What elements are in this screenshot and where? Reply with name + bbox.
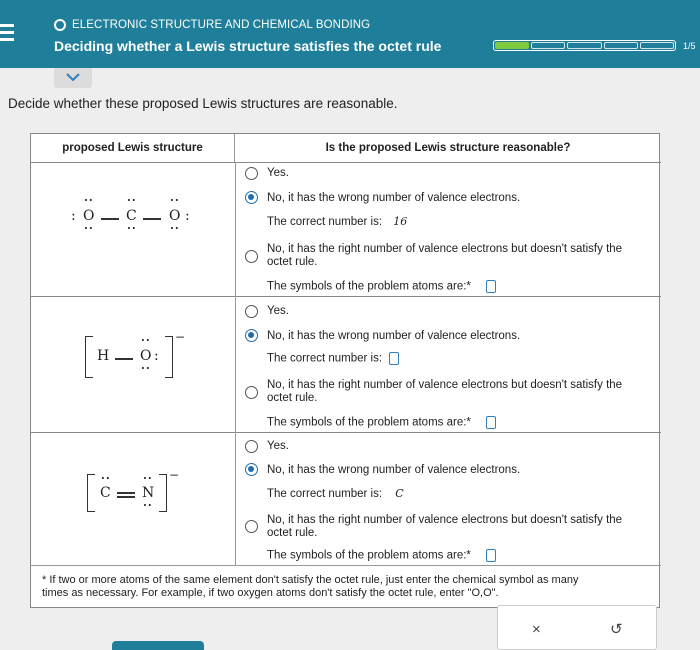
page-title: Deciding whether a Lewis structure satisfies the octet rule bbox=[54, 38, 442, 54]
correct-number-row bbox=[267, 352, 399, 366]
lone-pair: ·· bbox=[101, 472, 111, 485]
col-header-structure: proposed Lewis structure bbox=[31, 134, 235, 162]
col-header-reasonable: Is the proposed Lewis structure reasonable? bbox=[325, 142, 571, 154]
footnote-line1: * If two or more atoms of the same element don't satisfy the octet rule, just enter the chemical symbol as many bbox=[42, 574, 579, 586]
correct-number-value[interactable]: C bbox=[395, 487, 404, 500]
option-wrong-count: No, it has the wrong number of valence electrons. bbox=[267, 464, 521, 476]
charge-sign: − bbox=[169, 468, 180, 482]
lewis-structure-cyanide bbox=[87, 470, 197, 520]
double-bond bbox=[117, 492, 135, 498]
single-bond bbox=[115, 358, 133, 360]
progress-segment bbox=[640, 42, 674, 49]
correct-number-input[interactable] bbox=[389, 352, 399, 365]
correct-number-label: The correct number is: bbox=[267, 216, 383, 228]
lewis-structure-co2 bbox=[71, 196, 211, 246]
topic-label: ELECTRONIC STRUCTURE AND CHEMICAL BONDING bbox=[72, 19, 371, 31]
progress-segment bbox=[604, 42, 638, 49]
correct-number-label: The correct number is: bbox=[267, 352, 383, 365]
progress-text: 1/5 bbox=[683, 41, 696, 51]
clear-button[interactable]: × bbox=[532, 621, 541, 638]
atom-h: H bbox=[97, 348, 110, 364]
symbols-label: The symbols of the problem atoms are:* bbox=[267, 549, 471, 562]
menu-icon[interactable] bbox=[0, 24, 14, 40]
lone-pair: ·· bbox=[84, 222, 94, 235]
divider bbox=[31, 162, 661, 163]
radio-wrong-count[interactable] bbox=[245, 191, 258, 204]
symbols-row bbox=[267, 549, 496, 563]
lone-pair: ·· bbox=[170, 194, 180, 207]
lone-pair: ·· bbox=[143, 499, 153, 512]
radio-yes[interactable] bbox=[245, 440, 258, 453]
bracket-left bbox=[87, 474, 95, 512]
bracket-right bbox=[165, 336, 173, 378]
action-bar bbox=[497, 605, 657, 650]
option-octet-line2: octet rule. bbox=[267, 527, 318, 539]
progress-bar bbox=[493, 40, 676, 51]
correct-number-row bbox=[267, 215, 407, 229]
collapse-tab[interactable] bbox=[54, 68, 92, 88]
bracket-right bbox=[159, 474, 167, 512]
lone-pair: ·· bbox=[127, 222, 137, 235]
bottom-tab[interactable] bbox=[112, 641, 204, 650]
correct-number-row bbox=[267, 487, 404, 501]
divider bbox=[31, 565, 661, 566]
option-wrong-count: No, it has the wrong number of valence electrons. bbox=[267, 330, 521, 342]
lewis-structure-hydroxide bbox=[85, 330, 195, 384]
lone-pair: ·· bbox=[127, 194, 137, 207]
lone-pair: ·· bbox=[84, 194, 94, 207]
symbols-label: The symbols of the problem atoms are:* bbox=[267, 416, 471, 429]
lone-pair: ·· bbox=[170, 222, 180, 235]
radio-yes[interactable] bbox=[245, 167, 258, 180]
topic-row bbox=[54, 19, 370, 31]
symbols-row bbox=[267, 416, 496, 430]
radio-wrong-count[interactable] bbox=[245, 329, 258, 342]
progress-segment bbox=[531, 42, 565, 49]
option-octet bbox=[267, 243, 622, 269]
radio-octet[interactable] bbox=[245, 386, 258, 399]
column-divider bbox=[235, 162, 236, 565]
symbols-row bbox=[267, 280, 496, 294]
lone-pair-colon: : bbox=[185, 208, 190, 224]
symbols-input[interactable] bbox=[486, 549, 496, 562]
divider bbox=[31, 432, 661, 433]
option-octet-line2: octet rule. bbox=[267, 392, 318, 404]
lone-pair: ·· bbox=[143, 472, 153, 485]
atom-o: O bbox=[83, 208, 95, 224]
option-octet-line1: No, it has the right number of valence electrons but doesn't satisfy the bbox=[267, 514, 623, 526]
correct-number-value[interactable]: 16 bbox=[393, 215, 408, 228]
radio-octet[interactable] bbox=[245, 520, 258, 533]
lone-pair-colon: : bbox=[71, 208, 76, 224]
radio-yes[interactable] bbox=[245, 305, 258, 318]
atom-o: O bbox=[140, 348, 152, 364]
atom-c: C bbox=[126, 208, 137, 224]
chevron-down-icon bbox=[66, 73, 80, 82]
atom-c: C bbox=[100, 485, 111, 501]
prompt-text: Decide whether these proposed Lewis structures are reasonable. bbox=[8, 96, 398, 111]
atom-o: O bbox=[169, 208, 181, 224]
footnote bbox=[42, 574, 662, 600]
lone-pair-colon: : bbox=[154, 348, 159, 364]
symbols-input[interactable] bbox=[486, 416, 496, 429]
radio-octet[interactable] bbox=[245, 250, 258, 263]
option-octet bbox=[267, 379, 622, 405]
symbols-label: The symbols of the problem atoms are:* bbox=[267, 280, 471, 293]
option-octet-line1: No, it has the right number of valence electrons but doesn't satisfy the bbox=[267, 379, 623, 391]
option-octet-line1: No, it has the right number of valence electrons but doesn't satisfy the bbox=[267, 243, 623, 255]
progress-segment-filled bbox=[495, 42, 529, 49]
lone-pair: ·· bbox=[141, 362, 151, 375]
atom-n: N bbox=[142, 485, 155, 501]
lone-pair: ·· bbox=[141, 334, 151, 347]
charge-sign: − bbox=[175, 330, 186, 344]
undo-button[interactable]: ↺ bbox=[610, 621, 623, 638]
option-yes: Yes. bbox=[267, 440, 289, 452]
option-yes: Yes. bbox=[267, 167, 289, 179]
option-octet bbox=[267, 514, 622, 540]
single-bond bbox=[101, 218, 119, 220]
single-bond bbox=[143, 218, 161, 220]
divider bbox=[31, 296, 661, 297]
progress-segment bbox=[567, 42, 601, 49]
correct-number-label: The correct number is: bbox=[267, 488, 383, 500]
lewis-table bbox=[30, 133, 660, 608]
option-yes: Yes. bbox=[267, 305, 289, 317]
symbols-input[interactable] bbox=[486, 280, 496, 293]
option-octet-line2: octet rule. bbox=[267, 256, 318, 268]
radio-wrong-count[interactable] bbox=[245, 463, 258, 476]
bracket-left bbox=[85, 336, 93, 378]
footnote-line2: times as necessary. For example, if two oxygen atoms don't satisfy the octet rule, enter "O,O". bbox=[42, 587, 499, 599]
header-bar bbox=[0, 0, 700, 68]
option-wrong-count: No, it has the wrong number of valence electrons. bbox=[267, 192, 521, 204]
topic-circle-icon bbox=[54, 19, 66, 31]
